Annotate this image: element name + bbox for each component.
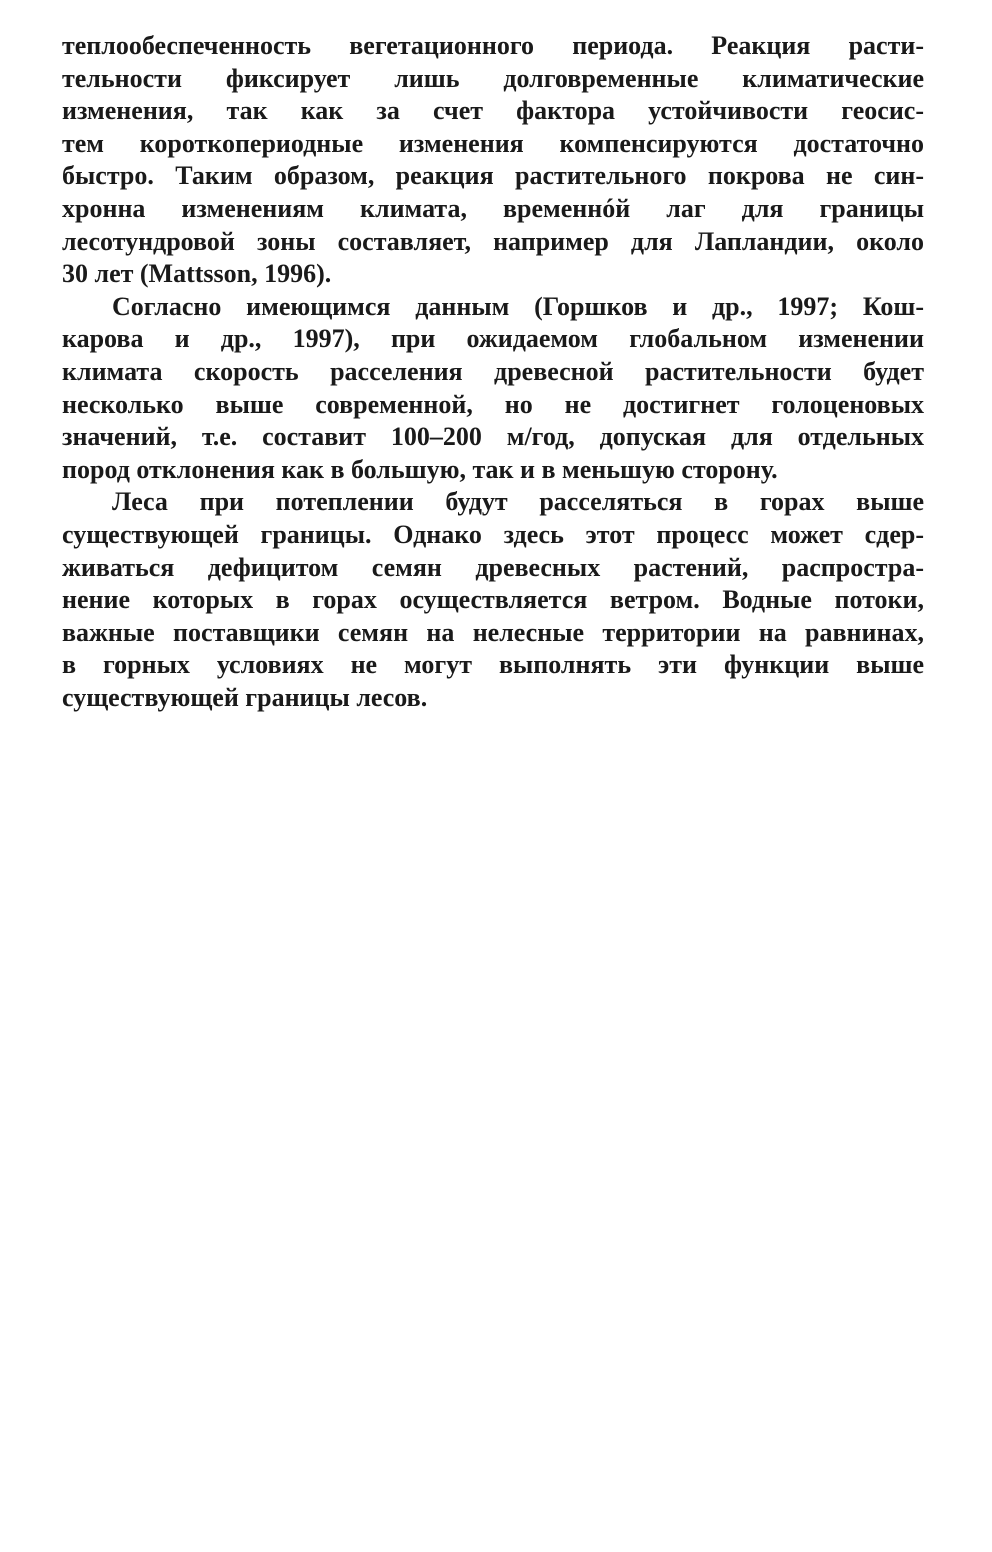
text-line: Согласно имеющимся данным (Горшков и др., 1997; Кош- bbox=[112, 291, 924, 321]
text-line: изменения, так как за счет фактора устойчивости геосис- bbox=[62, 96, 924, 126]
text-line: Леса при потеплении будут расселяться в горах выше bbox=[112, 487, 924, 517]
text-line: важные поставщики семян на нелесные территории на равнинах, bbox=[62, 617, 924, 647]
text-line: существующей границы. Однако здесь этот процесс может сдер- bbox=[62, 519, 924, 549]
text-line: теплообеспеченность вегетационного периода. Реакция расти- bbox=[62, 31, 924, 60]
text-line: нение которых в горах осуществляется ветром. Водные потоки, bbox=[62, 585, 924, 615]
paragraph-1 bbox=[62, 30, 924, 291]
text-line: климата скорость расселения древесной растительности будет bbox=[62, 356, 924, 386]
text-line: в горных условиях не могут выполнять эти функции выше bbox=[62, 650, 924, 680]
paragraph-3 bbox=[62, 486, 924, 714]
text-line: тем короткопериодные изменения компенсируются достаточно bbox=[62, 128, 924, 158]
text-line: быстро. Таким образом, реакция растительного покрова не син- bbox=[62, 161, 924, 191]
page-text bbox=[62, 30, 924, 714]
text-line: лесотундровой зоны составляет, например для Лапландии, около bbox=[62, 226, 924, 256]
paragraph-2 bbox=[62, 291, 924, 487]
text-line: живаться дефицитом семян древесных растений, распростра- bbox=[62, 552, 924, 582]
text-line: тельности фиксирует лишь долговременные климатические bbox=[62, 63, 924, 93]
text-line: существующей границы лесов. bbox=[62, 682, 428, 712]
text-line: значений, т.е. составит 100–200 м/год, допуская для отдельных bbox=[62, 422, 924, 452]
text-line: карова и др., 1997), при ожидаемом глобальном изменении bbox=[62, 324, 924, 354]
text-line: хронна изменениям климата, временнóй лаг для границы bbox=[62, 193, 924, 223]
text-line: пород отклонения как в большую, так и в меньшую сторону. bbox=[62, 454, 778, 484]
text-line: несколько выше современной, но не достигнет голоценовых bbox=[62, 389, 924, 419]
text-line: 30 лет (Mattsson, 1996). bbox=[62, 259, 332, 289]
